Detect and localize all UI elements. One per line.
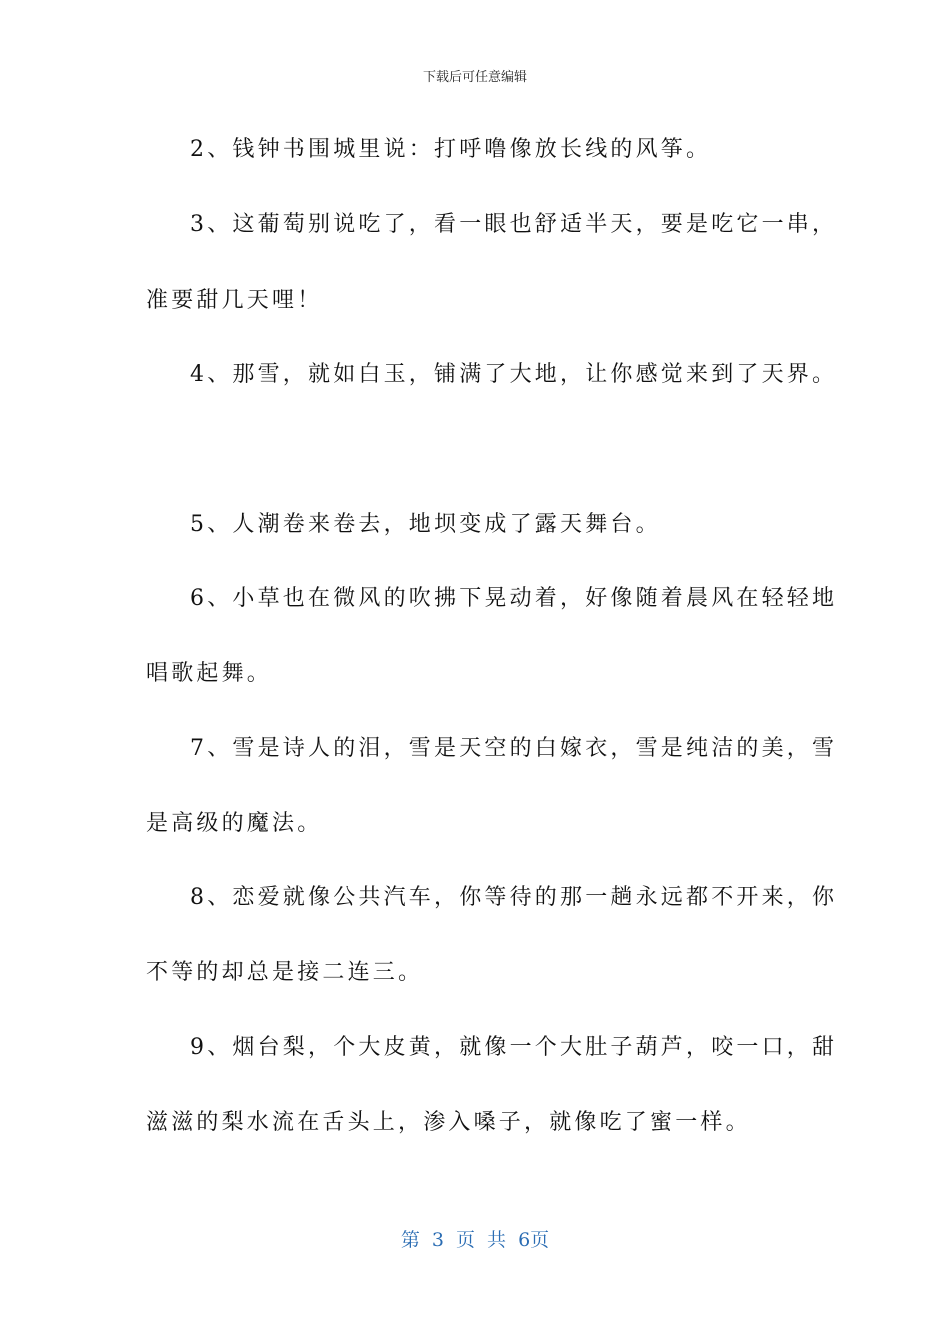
paragraph-line: 2、钱钟书围城里说：打呼噜像放长线的风筝。	[190, 137, 712, 162]
paragraph-line: 5、人潮卷来卷去，地坝变成了露天舞台。	[190, 512, 661, 537]
paragraph-line: 不等的却总是接二连三。	[146, 960, 424, 985]
paragraph-line: 滋滋的梨水流在舌头上，渗入嗓子，就像吃了蜜一样。	[146, 1110, 751, 1135]
page-header: 下载后可任意编辑	[422, 70, 527, 85]
paragraph-line: 8、恋爱就像公共汽车，你等待的那一趟永远都不开来，你	[190, 885, 838, 910]
paragraph-line: 6、小草也在微风的吹拂下晃动着，好像随着晨风在轻轻地	[190, 586, 838, 611]
paragraph-line: 准要甜几天哩！	[146, 288, 323, 313]
paragraph-line: 是高级的魔法。	[146, 811, 323, 836]
paragraph-line: 唱歌起舞。	[146, 661, 273, 686]
paragraph-line: 7、雪是诗人的泪，雪是天空的白嫁衣，雪是纯洁的美，雪	[190, 736, 838, 761]
paragraph-line: 9、烟台梨，个大皮黄，就像一个大肚子葫芦，咬一口，甜	[190, 1035, 838, 1060]
page-number-footer: 第 3 页 共 6页	[400, 1229, 550, 1251]
paragraph-line: 3、这葡萄别说吃了，看一眼也舒适半天，要是吃它一串，	[190, 212, 838, 237]
paragraph-line: 4、那雪，就如白玉，铺满了大地，让你感觉来到了天界。	[190, 362, 838, 387]
